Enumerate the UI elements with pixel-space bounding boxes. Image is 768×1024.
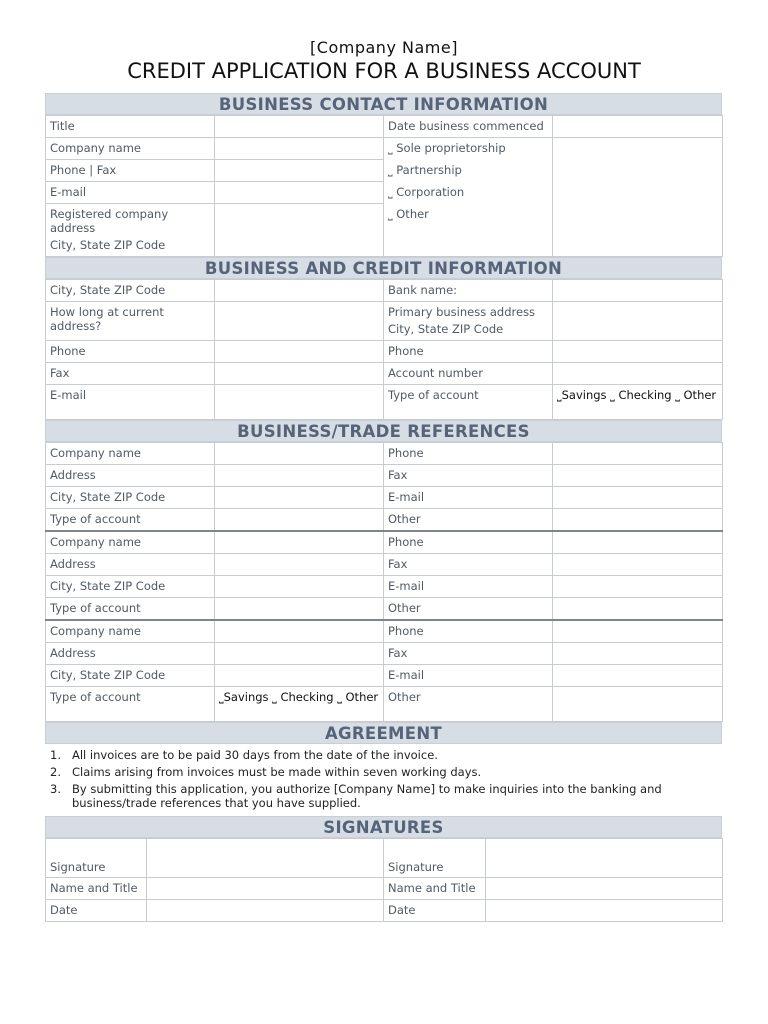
ref-city-field[interactable] bbox=[215, 576, 384, 598]
business-type-options bbox=[384, 138, 553, 257]
primary-address-field[interactable] bbox=[553, 302, 723, 341]
name-title-label: Name and Title bbox=[46, 878, 147, 900]
agreement-item-number: 2. bbox=[50, 765, 61, 779]
ref-address-label: Address bbox=[46, 643, 215, 665]
bank-phone-label: Phone bbox=[384, 341, 553, 363]
ref-type-field[interactable] bbox=[215, 509, 384, 531]
ref-phone-field[interactable] bbox=[553, 620, 723, 643]
company-name: [Company Name] bbox=[310, 38, 458, 57]
agreement-item-number: 3. bbox=[50, 782, 61, 796]
registered-address-cell bbox=[46, 204, 215, 257]
type-of-account-options[interactable]: ⎵Savings ⎵ Checking ⎵ Other bbox=[553, 385, 723, 420]
name-title-field-2[interactable] bbox=[486, 878, 723, 900]
fax-label: Fax bbox=[46, 363, 215, 385]
name-title-label-2: Name and Title bbox=[384, 878, 486, 900]
ref-fax-label: Fax bbox=[384, 465, 553, 487]
ref-phone-field[interactable] bbox=[553, 531, 723, 554]
ref-address-field[interactable] bbox=[215, 465, 384, 487]
contact-table bbox=[45, 115, 723, 257]
ref-fax-field[interactable] bbox=[553, 554, 723, 576]
agreement-item-text: Claims arising from invoices must be made within seven working days. bbox=[72, 765, 482, 779]
how-long-label: How long at current address? bbox=[46, 302, 215, 341]
ref-email-label: E-mail bbox=[384, 665, 553, 687]
company-name-field[interactable] bbox=[215, 138, 384, 160]
ref-email-field[interactable] bbox=[553, 665, 723, 687]
references-heading: BUSINESS/TRADE REFERENCES bbox=[45, 420, 722, 442]
ref-other-field[interactable] bbox=[553, 509, 723, 531]
bank-name-field[interactable] bbox=[553, 280, 723, 302]
signature-field[interactable] bbox=[147, 839, 384, 878]
email-label: E-mail bbox=[46, 182, 215, 204]
corporation-checkbox[interactable]: ⎵ Corporation bbox=[388, 185, 465, 199]
ref-company-label: Company name bbox=[46, 531, 215, 554]
references-table bbox=[45, 442, 723, 722]
city-state-zip-field[interactable] bbox=[215, 280, 384, 302]
account-number-field[interactable] bbox=[553, 363, 723, 385]
ref-other-field[interactable] bbox=[553, 687, 723, 722]
contact-section bbox=[45, 93, 722, 257]
phone-fax-label: Phone | Fax bbox=[46, 160, 215, 182]
sole-proprietorship-checkbox[interactable]: ⎵ Sole proprietorship bbox=[388, 141, 506, 155]
phone-label: Phone bbox=[46, 341, 215, 363]
date-label: Date bbox=[46, 900, 147, 922]
ref-type-label: Type of account bbox=[46, 598, 215, 620]
partnership-checkbox[interactable]: ⎵ Partnership bbox=[388, 163, 462, 177]
ref-company-field[interactable] bbox=[215, 443, 384, 465]
date-label-2: Date bbox=[384, 900, 486, 922]
phone-field[interactable] bbox=[215, 341, 384, 363]
ref-address-label: Address bbox=[46, 465, 215, 487]
agreement-item bbox=[50, 765, 710, 779]
ref-other-field[interactable] bbox=[553, 598, 723, 620]
agreement-item-text: By submitting this application, you authorize [Company Name] to make inquiries into the banking and business/trade references that you have supplied. bbox=[72, 782, 662, 810]
ref-other-label: Other bbox=[384, 509, 553, 531]
signature-label: Signature bbox=[46, 839, 147, 878]
agreement-item bbox=[50, 782, 710, 810]
ref-phone-label: Phone bbox=[384, 531, 553, 554]
type-of-account-label: Type of account bbox=[384, 385, 553, 420]
ref-fax-label: Fax bbox=[384, 643, 553, 665]
date-field-2[interactable] bbox=[486, 900, 723, 922]
email-field[interactable] bbox=[215, 385, 384, 420]
references-section bbox=[45, 420, 722, 722]
ref-company-field[interactable] bbox=[215, 620, 384, 643]
other-checkbox[interactable]: ⎵ Other bbox=[388, 207, 429, 221]
title-field[interactable] bbox=[215, 116, 384, 138]
agreement-list bbox=[50, 748, 710, 813]
ref-type-field[interactable] bbox=[215, 598, 384, 620]
ref-email-field[interactable] bbox=[553, 576, 723, 598]
company-name-label: Company name bbox=[46, 138, 215, 160]
email-field[interactable] bbox=[215, 182, 384, 204]
signature-field-2[interactable] bbox=[486, 839, 723, 878]
primary-address-cell bbox=[384, 302, 553, 341]
ref-type-label: Type of account bbox=[46, 509, 215, 531]
ref-fax-field[interactable] bbox=[553, 465, 723, 487]
ref-email-label: E-mail bbox=[384, 576, 553, 598]
agreement-heading: AGREEMENT bbox=[45, 722, 722, 744]
ref-fax-label: Fax bbox=[384, 554, 553, 576]
contact-heading: BUSINESS CONTACT INFORMATION bbox=[45, 93, 722, 115]
ref-type-options[interactable]: ⎵Savings ⎵ Checking ⎵ Other bbox=[215, 687, 384, 722]
ref-fax-field[interactable] bbox=[553, 643, 723, 665]
ref-city-label: City, State ZIP Code bbox=[46, 665, 215, 687]
date-field[interactable] bbox=[147, 900, 384, 922]
ref-company-field[interactable] bbox=[215, 531, 384, 554]
page-title: CREDIT APPLICATION FOR A BUSINESS ACCOUNT bbox=[127, 59, 641, 83]
name-title-field[interactable] bbox=[147, 878, 384, 900]
date-commenced-label: Date business commenced bbox=[384, 116, 553, 138]
credit-heading: BUSINESS AND CREDIT INFORMATION bbox=[45, 257, 722, 279]
ref-city-label: City, State ZIP Code bbox=[46, 576, 215, 598]
ref-city-field[interactable] bbox=[215, 487, 384, 509]
signatures-section bbox=[45, 816, 722, 922]
ref-other-label: Other bbox=[384, 598, 553, 620]
agreement-section bbox=[45, 722, 722, 744]
account-number-label: Account number bbox=[384, 363, 553, 385]
email-label: E-mail bbox=[46, 385, 215, 420]
ref-phone-label: Phone bbox=[384, 620, 553, 643]
credit-section bbox=[45, 257, 722, 420]
ref-other-label: Other bbox=[384, 687, 553, 722]
registered-address-label: Registered company address bbox=[50, 207, 169, 235]
ref-type-label: Type of account bbox=[46, 687, 215, 722]
primary-city-label: City, State ZIP Code bbox=[388, 322, 504, 336]
bank-name-label: Bank name: bbox=[384, 280, 553, 302]
bank-phone-field[interactable] bbox=[553, 341, 723, 363]
title-label: Title bbox=[46, 116, 215, 138]
signature-label-2: Signature bbox=[384, 839, 486, 878]
ref-address-label: Address bbox=[46, 554, 215, 576]
signatures-heading: SIGNATURES bbox=[45, 816, 722, 838]
ref-city-label: City, State ZIP Code bbox=[46, 487, 215, 509]
credit-table bbox=[45, 279, 723, 420]
ref-address-field[interactable] bbox=[215, 643, 384, 665]
city-state-zip-label: City, State ZIP Code bbox=[46, 280, 215, 302]
ref-company-label: Company name bbox=[46, 620, 215, 643]
ref-email-field[interactable] bbox=[553, 487, 723, 509]
fax-field[interactable] bbox=[215, 363, 384, 385]
phone-fax-field[interactable] bbox=[215, 160, 384, 182]
ref-phone-field[interactable] bbox=[553, 443, 723, 465]
signatures-table bbox=[45, 838, 723, 922]
registered-address-field[interactable] bbox=[215, 204, 384, 257]
ref-city-field[interactable] bbox=[215, 665, 384, 687]
business-type-field[interactable] bbox=[553, 138, 723, 257]
ref-phone-label: Phone bbox=[384, 443, 553, 465]
agreement-item bbox=[50, 748, 710, 762]
city-state-zip-label: City, State ZIP Code bbox=[50, 238, 166, 252]
ref-email-label: E-mail bbox=[384, 487, 553, 509]
primary-address-label: Primary business address bbox=[388, 305, 536, 319]
agreement-item-number: 1. bbox=[50, 748, 61, 762]
ref-company-label: Company name bbox=[46, 443, 215, 465]
agreement-item-text: All invoices are to be paid 30 days from the date of the invoice. bbox=[72, 748, 438, 762]
ref-address-field[interactable] bbox=[215, 554, 384, 576]
date-commenced-field[interactable] bbox=[553, 116, 723, 138]
how-long-field[interactable] bbox=[215, 302, 384, 341]
